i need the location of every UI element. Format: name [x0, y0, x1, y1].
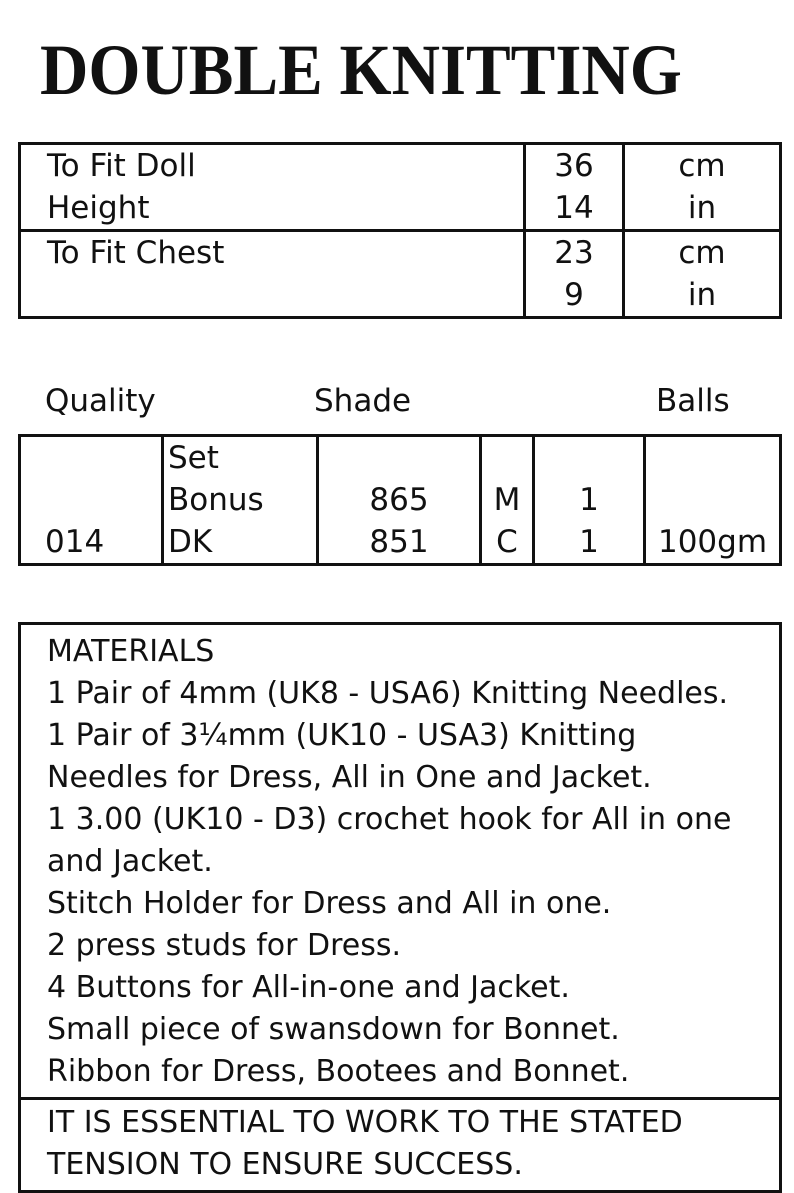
yarn-name-cell — [163, 436, 318, 565]
ball-weight: 100gm — [657, 524, 768, 560]
warning-line: TENSION TO ENSURE SUCCESS. — [47, 1147, 523, 1182]
shade-cell — [318, 436, 481, 565]
quality-code-cell — [20, 436, 163, 565]
size-unit: in — [687, 190, 717, 226]
quality-code: 014 — [45, 524, 105, 560]
ball-count-cell — [534, 436, 645, 565]
list-item: Small piece of swansdown for Bonnet. — [47, 1012, 620, 1047]
ball-weight-cell — [645, 436, 781, 565]
size-unit-cell — [624, 231, 781, 318]
shade-number: 851 — [369, 524, 429, 560]
shade-heading: Shade — [314, 383, 412, 419]
colour-code-cell — [481, 436, 534, 565]
materials-box — [18, 622, 782, 1193]
size-value-cell — [525, 231, 624, 318]
list-item: 2 press studs for Dress. — [47, 928, 402, 963]
materials-list — [21, 625, 779, 1097]
quality-heading: Quality — [45, 383, 156, 419]
tension-warning — [21, 1097, 779, 1190]
yarn-table — [18, 434, 782, 566]
size-unit: cm — [678, 148, 726, 184]
table-row — [20, 436, 781, 565]
materials-heading: MATERIALS — [47, 634, 215, 669]
list-item: 1 3.00 (UK10 - D3) crochet hook for All in one — [47, 802, 732, 837]
colour-code: M — [493, 482, 521, 518]
size-table — [18, 142, 782, 319]
list-item: Ribbon for Dress, Bootees and Bonnet. — [47, 1054, 630, 1089]
colour-code: C — [496, 524, 518, 560]
table-row — [20, 231, 781, 318]
list-item: Stitch Holder for Dress and All in one. — [47, 886, 612, 921]
table-row — [20, 144, 781, 231]
size-value: 23 — [554, 235, 594, 271]
size-value: 14 — [554, 190, 594, 226]
size-label: To Fit Doll — [47, 148, 196, 184]
size-label-cell — [20, 231, 525, 318]
shade-number: 865 — [369, 482, 429, 518]
yarn-name: Set — [168, 440, 219, 476]
size-unit: in — [687, 277, 717, 313]
size-value: 9 — [564, 277, 584, 313]
size-unit-cell — [624, 144, 781, 231]
size-value-cell — [525, 144, 624, 231]
size-label: Height — [47, 190, 150, 226]
yarn-name: Bonus — [168, 482, 264, 518]
list-item: 1 Pair of 3¼mm (UK10 - USA3) Knitting — [47, 718, 637, 753]
list-item: 1 Pair of 4mm (UK8 - USA6) Knitting Needles. — [47, 676, 729, 711]
size-label-cell — [20, 144, 525, 231]
balls-heading: Balls — [656, 383, 730, 419]
ball-count: 1 — [579, 482, 599, 518]
list-item: Needles for Dress, All in One and Jacket. — [47, 760, 652, 795]
ball-count: 1 — [579, 524, 599, 560]
page-title: DOUBLE KNITTING — [40, 30, 682, 110]
warning-line: IT IS ESSENTIAL TO WORK TO THE STATED — [47, 1105, 683, 1140]
size-value: 36 — [554, 148, 594, 184]
list-item: and Jacket. — [47, 844, 213, 879]
size-label — [47, 274, 513, 316]
size-label: To Fit Chest — [47, 235, 225, 271]
size-unit: cm — [678, 235, 726, 271]
list-item: 4 Buttons for All-in-one and Jacket. — [47, 970, 570, 1005]
yarn-name: DK — [168, 524, 213, 560]
